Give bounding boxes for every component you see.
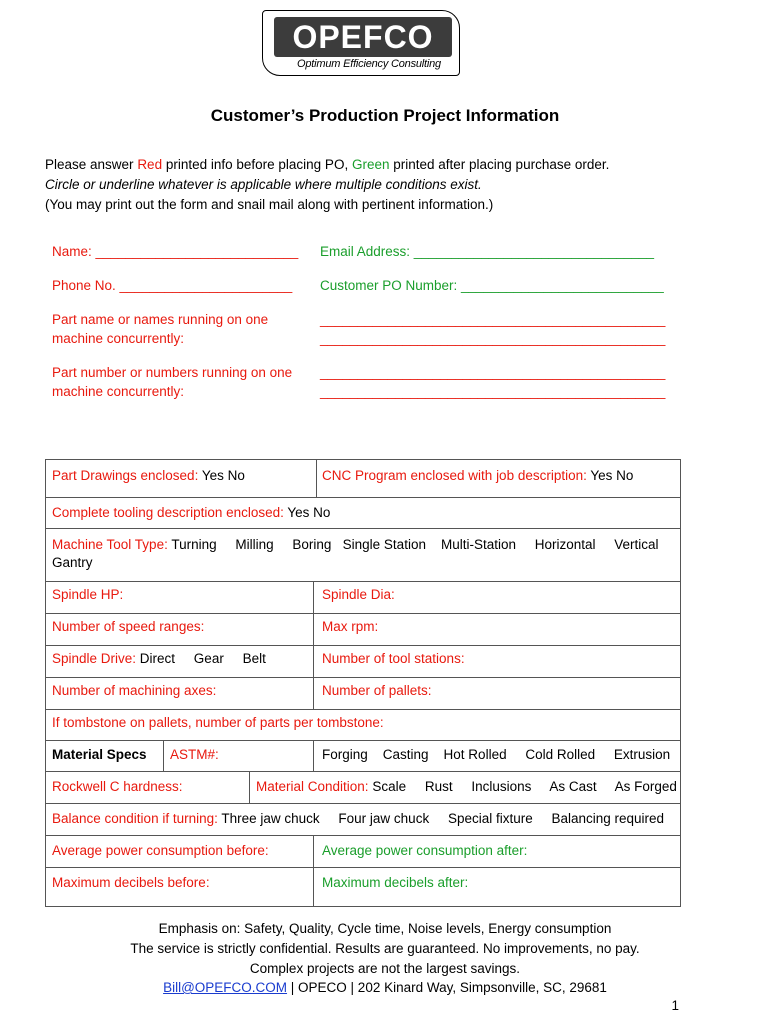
machining-axes-field[interactable]: Number of machining axes: — [52, 683, 217, 698]
table-col-divider — [316, 460, 317, 497]
contact-email-link[interactable]: Bill@OPEFCO.COM — [163, 980, 288, 995]
spindle-drive-options[interactable]: Direct Gear Belt — [136, 651, 266, 666]
machine-option-gantry[interactable]: Gantry — [52, 555, 93, 570]
cnc-options[interactable]: Yes No — [586, 468, 634, 483]
balance-condition[interactable] — [52, 810, 664, 828]
part-name-label — [52, 310, 268, 348]
drawings-options[interactable]: Yes No — [198, 468, 245, 483]
machine-tool-type[interactable] — [52, 536, 659, 554]
tooling-enclosed[interactable] — [52, 504, 330, 522]
table-row-divider — [46, 581, 680, 582]
intro-red-word: Red — [137, 157, 163, 172]
forming-options[interactable]: Forging Casting Hot Rolled Cold Rolled Extrusion — [322, 747, 671, 762]
spindle-hp-field[interactable]: Spindle HP: — [52, 587, 124, 602]
part-number-line[interactable]: ______________________________________________ — [320, 384, 666, 399]
max-rpm-field[interactable]: Max rpm: — [322, 619, 379, 634]
table-row-divider — [46, 835, 680, 836]
part-number-label — [52, 363, 292, 401]
power-before-field[interactable]: Average power consumption before: — [52, 843, 269, 858]
intro-line-2: Circle or underline whatever is applicable where multiple conditions exist. — [45, 177, 482, 192]
decibels-after-field[interactable]: Maximum decibels after: — [322, 875, 469, 890]
table-row-divider — [46, 803, 680, 804]
part-name-line[interactable]: ______________________________________________ — [320, 331, 666, 346]
footer-emphasis: Emphasis on: Safety, Quality, Cycle time, Noise levels, Energy consumption — [158, 921, 612, 936]
material-condition-label: Material Condition: — [256, 779, 369, 794]
table-row-divider — [46, 740, 680, 741]
table-row-divider — [46, 497, 680, 498]
logo-tagline: Optimum Efficiency Consulting — [297, 58, 441, 70]
phone-field[interactable]: Phone No. _______________________ — [52, 278, 293, 293]
po-number-field[interactable]: Customer PO Number: ___________________________ — [320, 278, 664, 293]
machine-label: Machine Tool Type: — [52, 537, 168, 552]
part-number-field[interactable] — [320, 363, 665, 401]
page-number: 1 — [671, 998, 679, 1013]
spindle-dia-field[interactable]: Spindle Dia: — [322, 587, 395, 602]
intro-line-1 — [45, 157, 609, 172]
rockwell-field[interactable]: Rockwell C hardness: — [52, 779, 183, 794]
intro-text: Please answer — [45, 157, 138, 172]
spindle-drive-label: Spindle Drive: — [52, 651, 137, 666]
material-condition-options[interactable]: Scale Rust Inclusions As Cast As Forged — [368, 779, 677, 794]
page-title: Customer’s Production Project Information — [210, 106, 560, 125]
table-col-divider — [313, 740, 314, 771]
tool-stations-field[interactable]: Number of tool stations: — [322, 651, 465, 666]
intro-line-3: (You may print out the form and snail mail along with pertinent information.) — [45, 197, 494, 212]
table-row-divider — [46, 867, 680, 868]
contact-address: | OPECO | 202 Kinard Way, Simpsonville, SC, 29681 — [287, 980, 607, 995]
table-col-divider — [163, 740, 164, 771]
balance-label: Balance condition if turning: — [52, 811, 218, 826]
logo-wordmark: OPEFCO — [292, 19, 434, 55]
decibels-before-field[interactable]: Maximum decibels before: — [52, 875, 210, 890]
part-name-line[interactable]: ______________________________________________ — [320, 312, 666, 327]
name-field[interactable]: Name: ___________________________ — [52, 244, 299, 259]
tooling-label: Complete tooling description enclosed: — [52, 505, 284, 520]
material-condition[interactable] — [256, 778, 677, 796]
footer-complex: Complex projects are not the largest savings. — [249, 961, 521, 976]
part-number-label-line: Part number or numbers running on one — [52, 365, 293, 380]
material-specs-label: Material Specs — [52, 747, 147, 762]
footer-confidential: The service is strictly confidential. Results are guaranteed. No improvements, no pay. — [130, 941, 640, 956]
table-row-divider — [46, 771, 680, 772]
spindle-drive[interactable] — [52, 650, 266, 668]
intro-text: printed after placing purchase order. — [389, 157, 610, 172]
part-name-label-line: machine concurrently: — [52, 331, 185, 346]
table-col-divider — [313, 835, 314, 907]
balance-options[interactable]: Three jaw chuck Four jaw chuck Special fixture Balancing required — [217, 811, 665, 826]
table-col-divider — [313, 581, 314, 709]
power-after-field[interactable]: Average power consumption after: — [322, 843, 528, 858]
intro-text: printed info before placing PO, — [162, 157, 352, 172]
table-row-divider — [46, 528, 680, 529]
table-col-divider — [249, 771, 250, 803]
speed-ranges-field[interactable]: Number of speed ranges: — [52, 619, 205, 634]
table-row-divider — [46, 645, 680, 646]
footer-contact — [0, 980, 770, 995]
part-number-line[interactable]: ______________________________________________ — [320, 365, 666, 380]
astm-field[interactable]: ASTM#: — [170, 747, 219, 762]
tombstone-field[interactable]: If tombstone on pallets, number of parts per tombstone: — [52, 715, 384, 730]
tooling-options[interactable]: Yes No — [283, 505, 331, 520]
drawings-enclosed[interactable] — [52, 467, 245, 485]
drawings-label: Part Drawings enclosed: — [52, 468, 199, 483]
intro-green-word: Green — [351, 157, 390, 172]
cnc-program-enclosed[interactable] — [322, 467, 633, 485]
table-row-divider — [46, 709, 680, 710]
table-row-divider — [46, 677, 680, 678]
part-name-field[interactable] — [320, 310, 665, 348]
table-row-divider — [46, 613, 680, 614]
cnc-label: CNC Program enclosed with job description: — [322, 468, 587, 483]
part-name-label-line: Part name or names running on one — [52, 312, 269, 327]
company-logo — [262, 10, 462, 80]
machine-options[interactable]: Turning Milling Boring Single Station Multi-Station Horizontal Vertical — [167, 537, 659, 552]
part-number-label-line: machine concurrently: — [52, 384, 185, 399]
email-field[interactable]: Email Address: ________________________________ — [320, 244, 655, 259]
pallets-field[interactable]: Number of pallets: — [322, 683, 432, 698]
